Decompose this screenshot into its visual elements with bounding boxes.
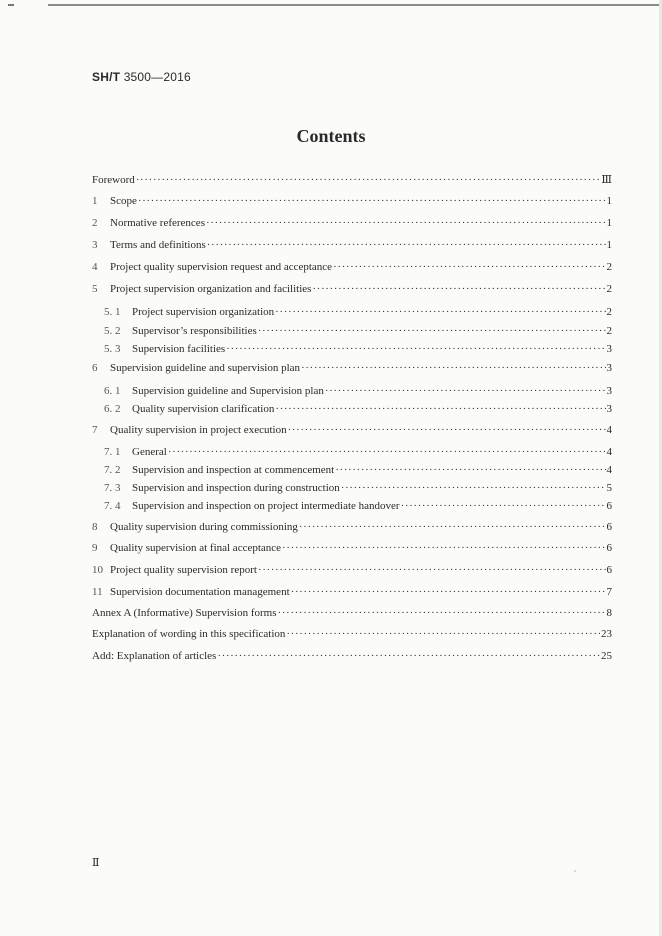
toc-entry-page: 4: [606, 446, 612, 458]
toc-entry-page: 3: [606, 385, 612, 397]
scan-edge-top: [48, 4, 662, 6]
toc-dot-leader: [275, 403, 605, 415]
toc-entry-label: Scope: [110, 195, 137, 207]
toc-entry-page: 25: [601, 650, 612, 662]
toc-entry[interactable]: [92, 261, 612, 277]
toc-dot-leader: [335, 464, 605, 476]
toc-dot-leader: [325, 385, 606, 397]
toc-entry-page: 2: [606, 306, 612, 318]
toc-entry-page: 5: [606, 482, 612, 494]
toc-entry[interactable]: [92, 607, 612, 623]
toc-entry-number: 8: [92, 521, 98, 533]
toc-entry-number: 5: [92, 283, 98, 295]
toc-dot-leader: [275, 306, 605, 318]
toc-entry[interactable]: [92, 195, 612, 211]
toc-entry-label: Quality supervision at final acceptance: [110, 542, 282, 554]
toc-entry-label: Project supervision organization: [132, 306, 275, 318]
toc-entry[interactable]: [92, 521, 612, 537]
toc-entry[interactable]: [104, 343, 612, 359]
toc-entry-number: 5. 1: [104, 306, 121, 318]
toc-entry-page: 8: [606, 607, 612, 619]
toc-dot-leader: [207, 239, 606, 251]
toc-entry[interactable]: [104, 446, 612, 462]
toc-entry-page: 3: [606, 403, 612, 415]
toc-entry-page: 1: [606, 239, 612, 251]
toc-entry-number: 11: [92, 586, 103, 598]
toc-entry-page: 6: [606, 542, 612, 554]
toc-entry[interactable]: [92, 239, 612, 255]
toc-entry-label: Add: Explanation of articles: [92, 650, 217, 662]
toc-dot-leader: [288, 424, 606, 436]
toc-dot-leader: [291, 586, 606, 598]
toc-entry-number: 9: [92, 542, 98, 554]
toc-entry-label: Foreword: [92, 174, 135, 186]
toc-entry[interactable]: [92, 564, 612, 580]
toc-dot-leader: [286, 628, 600, 640]
toc-entry-label: Explanation of wording in this specification: [92, 628, 286, 640]
toc-entry-page: 23: [601, 628, 612, 640]
toc-entry[interactable]: [104, 464, 612, 480]
toc-entry-label: Quality supervision in project execution: [110, 424, 287, 436]
toc-entry-label: Supervision guideline and Supervision plan: [132, 385, 324, 397]
toc-dot-leader: [217, 650, 600, 662]
toc-entry-number: 3: [92, 239, 98, 251]
page-title: Contents: [296, 126, 366, 146]
toc-entry-page: 6: [606, 500, 612, 512]
toc-entry-number: 5. 3: [104, 343, 121, 355]
toc-entry-page: Ⅲ: [601, 174, 612, 186]
toc-entry-number: 6. 2: [104, 403, 121, 415]
toc-entry-label: Supervision and inspection during construction: [132, 482, 340, 494]
toc-entry-number: 2: [92, 217, 98, 229]
toc-entry-label: Supervision and inspection at commencement: [132, 464, 335, 476]
toc-entry-page: 3: [606, 343, 612, 355]
toc-entry[interactable]: [92, 650, 612, 666]
toc-entry-label: Normative references: [110, 217, 205, 229]
toc-entry[interactable]: [92, 542, 612, 558]
toc-entry[interactable]: [92, 424, 612, 440]
toc-entry-number: 7. 1: [104, 446, 121, 458]
toc-entry-number: 6: [92, 362, 98, 374]
toc-entry-label: Supervision guideline and supervision plan: [110, 362, 301, 374]
toc-entry[interactable]: [92, 586, 612, 602]
toc-dot-leader: [226, 343, 605, 355]
toc-entry-label: General: [132, 446, 167, 458]
toc-entry-label: Supervisor’s responsibilities: [132, 325, 257, 337]
toc-entry[interactable]: [104, 500, 612, 516]
toc-entry-label: Project quality supervision report: [110, 564, 257, 576]
toc-entry-page: 4: [606, 464, 612, 476]
toc-entry-number: 7: [92, 424, 98, 436]
page-number: Ⅱ: [92, 857, 100, 869]
toc-entry-page: 2: [606, 283, 612, 295]
toc-entry-page: 6: [606, 521, 612, 533]
toc-dot-leader: [299, 521, 606, 533]
toc-entry[interactable]: [92, 362, 612, 378]
toc-entry-number: 1: [92, 195, 98, 207]
toc-dot-leader: [258, 325, 606, 337]
toc-entry-label: Supervision facilities: [132, 343, 226, 355]
scan-speck: [574, 870, 576, 872]
toc-entry[interactable]: [104, 385, 612, 401]
toc-entry-number: 6. 1: [104, 385, 121, 397]
toc-dot-leader: [168, 446, 606, 458]
standard-code: [92, 70, 191, 84]
toc-dot-leader: [333, 261, 605, 273]
toc-dot-leader: [341, 482, 606, 494]
toc-entry[interactable]: [104, 306, 612, 322]
toc-entry-page: 6: [606, 564, 612, 576]
toc-dot-leader: [301, 362, 605, 374]
toc-entry-page: 4: [606, 424, 612, 436]
toc-entry-number: 10: [92, 564, 103, 576]
toc-entry-page: 2: [606, 261, 612, 273]
toc-entry-label: Supervision and inspection on project intermediate handover: [132, 500, 400, 512]
toc-entry-number: 7. 3: [104, 482, 121, 494]
toc-entry-number: 5. 2: [104, 325, 121, 337]
toc-entry-page: 1: [606, 217, 612, 229]
toc-entry[interactable]: [104, 403, 612, 419]
toc-dot-leader: [278, 607, 606, 619]
toc-entry-label: Quality supervision clarification: [132, 403, 275, 415]
toc-entry-number: 7. 4: [104, 500, 121, 512]
toc-entry-page: 2: [606, 325, 612, 337]
toc-entry-page: 7: [606, 586, 612, 598]
toc-dot-leader: [282, 542, 605, 554]
standard-code-number: 3500—2016: [123, 70, 191, 84]
toc-entry-label: Annex A (Informative) Supervision forms: [92, 607, 277, 619]
toc-dot-leader: [312, 283, 605, 295]
toc-dot-leader: [401, 500, 606, 512]
toc-dot-leader: [138, 195, 606, 207]
standard-code-prefix: SH/T: [92, 70, 121, 84]
toc-entry-label: Project quality supervision request and acceptance: [110, 261, 333, 273]
toc-entry-number: 7. 2: [104, 464, 121, 476]
toc-entry-label: Terms and definitions: [110, 239, 206, 251]
toc-entry[interactable]: [104, 482, 612, 498]
toc-entry[interactable]: [92, 283, 612, 299]
toc-entry-label: Project supervision organization and facilities: [110, 283, 312, 295]
toc-dot-leader: [258, 564, 606, 576]
toc-entry-label: Quality supervision during commissioning: [110, 521, 298, 533]
toc-entry[interactable]: [104, 325, 612, 341]
toc-entry[interactable]: [92, 217, 612, 233]
toc-entry-page: 3: [606, 362, 612, 374]
scan-mark: [8, 4, 14, 6]
toc-entry-number: 4: [92, 261, 98, 273]
toc-dot-leader: [206, 217, 606, 229]
toc-entry[interactable]: [92, 173, 612, 189]
toc-entry-label: Supervision documentation management: [110, 586, 290, 598]
toc-entry-page: 1: [606, 195, 612, 207]
toc-dot-leader: [136, 174, 601, 186]
toc-entry[interactable]: [92, 628, 612, 644]
